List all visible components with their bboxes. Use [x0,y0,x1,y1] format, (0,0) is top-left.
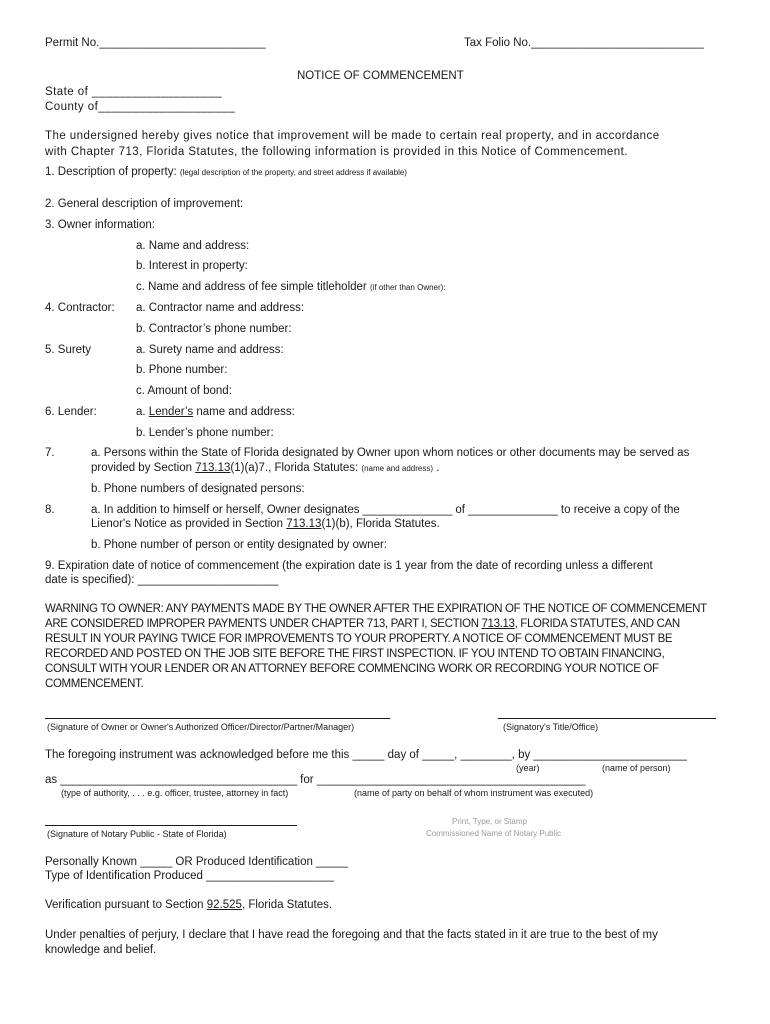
notary-stamp-label-1: Print, Type, or Stamp [452,817,527,826]
perjury-line-1: Under penalties of perjury, I declare that I have read the foregoing and that the facts stated in it are true to the best of my [45,929,658,941]
item-5a-surety-name: a. Surety name and address: [136,344,284,356]
person-caption: (name of person) [602,763,671,773]
tax-folio-blank[interactable]: ___________________________ [531,37,704,49]
item-6a-prefix: a. [136,406,149,418]
item-7a-note: (name and address) [361,464,434,473]
item-7a-line-1: a. Persons within the State of Florida designated by Owner upon whom notices or other documents may be served as [91,447,690,459]
personally-known-line[interactable]: Personally Known _____ OR Produced Identification _____ [45,856,349,868]
section-713-13-link-2[interactable]: 713.13 [286,518,322,530]
permit-label: Permit No. [45,37,100,49]
item-8a-prefix: Lienor's Notice as provided in Section [91,518,287,530]
county-field[interactable]: County of____________________ [45,101,236,113]
item-3c-titleholder [136,280,446,294]
item-4a-contractor-name: a. Contractor name and address: [136,302,305,314]
item-8a-suffix: (1)(b), Florida Statutes. [321,518,440,530]
identification-type-line[interactable]: Type of Identification Produced ____________________ [45,870,335,882]
item-8a-line-2 [91,517,440,531]
warning-line-6: COMMENCEMENT. [45,678,144,690]
section-92-525-link[interactable]: 92.525 [206,899,242,911]
signatory-title-caption: (Signatory's Title/Office) [503,722,599,732]
item-2-improvement: 2. General description of improvement: [45,198,244,210]
item-3b-interest: b. Interest in property: [136,260,248,272]
item-7a-prefix: provided by Section [91,462,196,474]
warning-line-3: RESULT IN YOUR PAYING TWICE FOR IMPROVEMENTS TO YOUR PROPERTY. A NOTICE OF COMMENCEMENT MUST BE [45,633,673,645]
warning-line-2 [45,617,680,631]
item-5b-phone: b. Phone number: [136,364,228,376]
warning-line-2-suffix: , FLORIDA STATUTES, AND CAN [514,618,680,630]
item-6-number: 6. Lender: [45,406,97,418]
item-9-line-2: date is specified): ______________________ [45,574,279,586]
verification-prefix: Verification pursuant to Section [45,899,207,911]
lender-link[interactable]: Lender’s [148,406,194,418]
item-8b-phone: b. Phone number of person or entity designated by owner: [91,539,387,551]
tax-folio-label: Tax Folio No. [464,37,532,49]
authority-line[interactable]: as _____________________________________ for __________________________________________ [45,774,586,786]
notary-signature-line[interactable] [45,825,297,826]
item-7b-phones: b. Phone numbers of designated persons: [91,483,305,495]
item-6a-lender-name [136,405,295,419]
page-title: NOTICE OF COMMENCEMENT [297,70,464,82]
verification-suffix: , Florida Statutes. [241,899,333,911]
warning-line-4: RECORDED AND POSTED ON THE JOB SITE BEFORE THE FIRST INSPECTION. IF YOU INTEND TO OBTAIN FINANCING, [45,648,665,660]
acknowledgement-line[interactable]: The foregoing instrument was acknowledged before me this _____ day of _____, ________, by ________________________ [45,749,687,761]
item-7a-suffix: (1)(a)7., Florida Statutes: [230,462,362,474]
warning-line-5: CONSULT WITH YOUR LENDER OR AN ATTORNEY BEFORE COMMENCING WORK OR RECORDING YOUR NOTICE OF [45,663,659,675]
owner-signature-line[interactable] [45,718,390,719]
item-4b-contractor-phone: b. Contractor’s phone number: [136,323,292,335]
item-3c-label: c. Name and address of fee simple titleholder [136,281,370,293]
item-3-owner-info: 3. Owner information: [45,219,155,231]
state-field[interactable]: State of ___________________ [45,86,222,98]
item-5-number: 5. Surety [45,344,92,356]
permit-blank[interactable]: __________________________ [99,37,266,49]
item-1-note: (legal description of the property, and street address if available) [179,168,407,177]
item-8a-line-1: a. In addition to himself or herself, Owner designates ______________ of ______________ to receive a copy of the [91,504,680,516]
item-6b-lender-phone: b. Lender’s phone number: [136,427,274,439]
owner-signature-caption: (Signature of Owner or Owner's Authorized Officer/Director/Partner/Manager) [47,722,355,732]
signatory-title-line[interactable] [498,718,716,719]
permit-number-field [45,36,266,50]
item-8-number: 8. [45,504,55,516]
perjury-line-2: knowledge and belief. [45,944,157,956]
verification-line [45,898,332,912]
party-caption: (name of party on behalf of whom instrument was executed) [354,788,594,798]
item-1-label: 1. Description of property: [45,166,180,178]
item-1-description-of-property [45,165,407,179]
item-7a-end: . [433,462,440,474]
warning-line-1: WARNING TO OWNER: ANY PAYMENTS MADE BY THE OWNER AFTER THE EXPIRATION OF THE NOTICE OF COMMENCEMENT [45,603,707,615]
notary-signature-caption: (Signature of Notary Public - State of Florida) [47,829,227,839]
item-9-line-1: 9. Expiration date of notice of commencement (the expiration date is 1 year from the date of recording unless a different [45,560,653,572]
item-3a-name-address: a. Name and address: [136,240,250,252]
item-7-number: 7. [45,447,55,459]
item-6a-suffix: name and address: [193,406,295,418]
section-713-13-link[interactable]: 713.13 [195,462,231,474]
item-4-number: 4. Contractor: [45,302,115,314]
warning-line-2-prefix: ARE CONSIDERED IMPROPER PAYMENTS UNDER CHAPTER 713, PART I, SECTION [45,618,482,630]
intro-line-2: with Chapter 713, Florida Statutes, the following information is provided in this Notice of Commencement. [45,146,628,158]
item-5c-bond: c. Amount of bond: [136,385,232,397]
intro-line-1: The undersigned hereby gives notice that improvement will be made to certain real property, and in accordance [45,130,660,142]
notary-stamp-label-2: Commissioned Name of Notary Public [426,829,562,838]
year-caption: (year) [516,763,540,773]
warning-section-link[interactable]: 713.13 [481,618,515,630]
tax-folio-field [464,36,704,50]
authority-caption: (type of authority, . . . e.g. officer, trustee, attorney in fact) [61,788,289,798]
item-7a-line-2 [91,461,439,475]
item-3c-note: (if other than Owner): [369,283,446,292]
